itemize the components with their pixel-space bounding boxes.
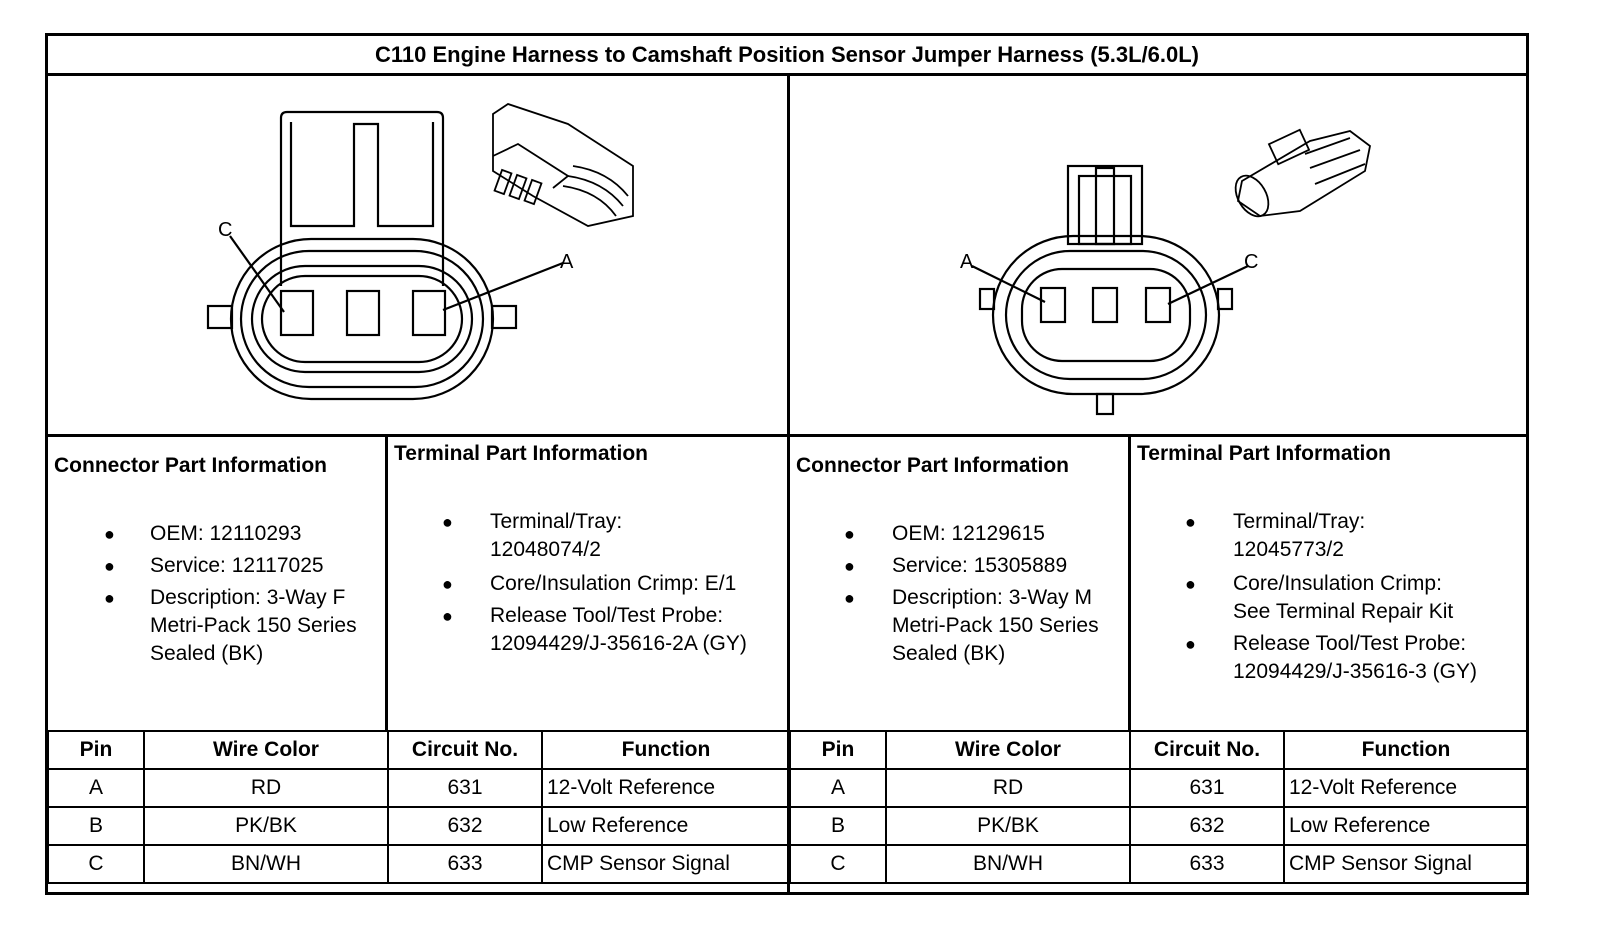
table-cell: A bbox=[48, 769, 144, 807]
list-item: ● Description: 3-Way F Metri-Pack 150 Series Sealed (BK) bbox=[104, 586, 357, 665]
header-pin: Pin bbox=[790, 731, 886, 769]
table-cell: A bbox=[790, 769, 886, 807]
table-cell: B bbox=[790, 807, 886, 845]
pinout-table bbox=[47, 730, 1529, 884]
connector-body-outer bbox=[993, 236, 1219, 394]
label-c: C bbox=[1244, 251, 1259, 273]
list-item: ● OEM: 12129615 bbox=[844, 522, 1045, 545]
list-item: ● Release Tool/Test Probe: 12094429/J-35616-3 (GY) bbox=[1185, 632, 1477, 683]
header-function: Function bbox=[542, 731, 790, 769]
list-item: ● Terminal/Tray: 12048074/2 bbox=[442, 510, 623, 561]
list-item: ● Service: 12117025 bbox=[104, 554, 324, 577]
female-connector-diagram bbox=[48, 76, 787, 434]
list-item: ● Description: 3-Way M Metri-Pack 150 Series Sealed (BK) bbox=[844, 586, 1099, 665]
table-cell: RD bbox=[144, 769, 388, 807]
connector-info-heading: Connector Part Information bbox=[796, 454, 1070, 477]
right-terminal-info bbox=[1137, 442, 1525, 686]
table-cell: RD bbox=[886, 769, 1130, 807]
table-cell: 632 bbox=[1130, 807, 1284, 845]
pinout-sheet bbox=[45, 33, 1529, 895]
terminal-info-heading: Terminal Part Information bbox=[1137, 442, 1391, 465]
table-cell: CMP Sensor Signal bbox=[1284, 845, 1528, 883]
header-function: Function bbox=[1284, 731, 1528, 769]
diagram-divider bbox=[48, 434, 1526, 437]
table-row bbox=[48, 845, 1528, 883]
table-cell: 633 bbox=[1130, 845, 1284, 883]
header-pin: Pin bbox=[48, 731, 144, 769]
connector-info-heading: Connector Part Information bbox=[54, 454, 328, 477]
label-a: A bbox=[560, 251, 574, 273]
table-cell: Low Reference bbox=[1284, 807, 1528, 845]
list-item: ● Service: 15305889 bbox=[844, 554, 1068, 577]
left-connector-info bbox=[54, 454, 384, 668]
left-terminal-info bbox=[394, 442, 786, 658]
table-cell: 631 bbox=[1130, 769, 1284, 807]
header-wire-color: Wire Color bbox=[886, 731, 1130, 769]
table-cell: B bbox=[48, 807, 144, 845]
table-cell: 12-Volt Reference bbox=[542, 769, 790, 807]
table-cell: PK/BK bbox=[886, 807, 1130, 845]
table-cell: 632 bbox=[388, 807, 542, 845]
right-info-divider bbox=[1128, 434, 1131, 730]
label-a: A bbox=[960, 251, 974, 273]
cavity-b bbox=[347, 291, 379, 335]
list-item: ● Core/Insulation Crimp: E/1 bbox=[442, 572, 737, 595]
header-wire-color: Wire Color bbox=[144, 731, 388, 769]
table-cell: CMP Sensor Signal bbox=[542, 845, 790, 883]
table-row bbox=[48, 807, 1528, 845]
list-item: ● OEM: 12110293 bbox=[104, 522, 302, 545]
table-cell: C bbox=[790, 845, 886, 883]
table-cell: C bbox=[48, 845, 144, 883]
header-circuit-no: Circuit No. bbox=[388, 731, 542, 769]
table-header-row bbox=[48, 731, 1528, 769]
list-item: ● Core/Insulation Crimp: See Terminal Repair Kit bbox=[1185, 572, 1454, 623]
list-item: ● Release Tool/Test Probe: 12094429/J-35616-2A (GY) bbox=[442, 604, 747, 655]
table-cell: BN/WH bbox=[886, 845, 1130, 883]
terminal-info-heading: Terminal Part Information bbox=[394, 442, 648, 465]
latch-housing bbox=[281, 112, 443, 286]
header-circuit-no: Circuit No. bbox=[1130, 731, 1284, 769]
right-connector-info bbox=[796, 454, 1126, 668]
table-cell: BN/WH bbox=[144, 845, 388, 883]
label-c: C bbox=[218, 219, 233, 241]
cavity-c bbox=[1146, 288, 1170, 322]
male-connector-diagram bbox=[790, 76, 1526, 434]
page-title: C110 Engine Harness to Camshaft Position Sensor Jumper Harness (5.3L/6.0L) bbox=[48, 36, 1526, 76]
table-row bbox=[48, 769, 1528, 807]
cavity-a bbox=[1041, 288, 1065, 322]
cavity-a bbox=[413, 291, 445, 335]
table-cell: 631 bbox=[388, 769, 542, 807]
table-cell: Low Reference bbox=[542, 807, 790, 845]
left-info-divider bbox=[385, 434, 388, 730]
list-item: ● Terminal/Tray: 12045773/2 bbox=[1185, 510, 1366, 561]
female-connector-iso-icon bbox=[493, 104, 633, 226]
male-connector-iso-icon bbox=[1229, 130, 1370, 222]
table-cell: 633 bbox=[388, 845, 542, 883]
cavity-c bbox=[281, 291, 313, 335]
cavity-b bbox=[1093, 288, 1117, 322]
table-cell: PK/BK bbox=[144, 807, 388, 845]
table-cell: 12-Volt Reference bbox=[1284, 769, 1528, 807]
